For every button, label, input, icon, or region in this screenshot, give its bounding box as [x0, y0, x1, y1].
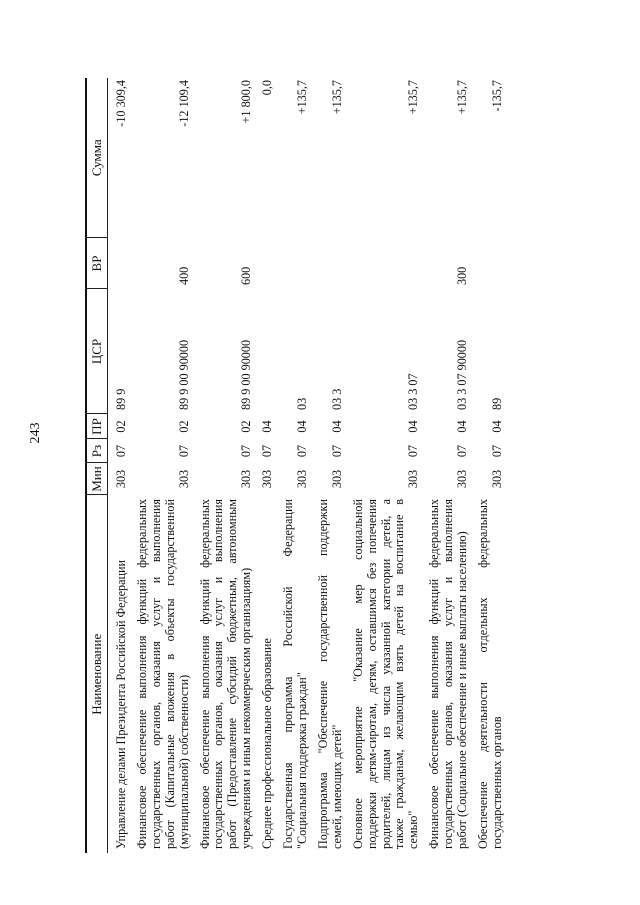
row-csr	[254, 289, 275, 414]
row-name	[345, 495, 422, 853]
row-sum: +1 800,0	[239, 80, 254, 124]
row-min: 303	[329, 469, 344, 489]
row-pr: 04	[489, 420, 504, 433]
row-name-line: работ (Предоставление субсидий бюджетным, автономным	[225, 499, 240, 849]
row-csr: 03	[294, 397, 309, 410]
row-name-line: семей, имеющих детей"	[329, 724, 344, 849]
row-name-line: семью"	[406, 810, 421, 849]
row-name-line: государственных органов, оказания услуг и выполнения	[441, 499, 456, 849]
row-vr: 400	[176, 266, 191, 285]
table-row	[421, 78, 470, 853]
row-rz: 07	[239, 444, 254, 458]
row-name	[275, 495, 310, 853]
budget-table	[85, 78, 505, 853]
row-name-line: Финансовое обеспечение выполнения функций федеральных	[197, 499, 212, 849]
row-name-line: Управление делами Президента Российской Федерации	[114, 559, 128, 849]
row-vr	[275, 238, 310, 289]
row-name-line: "Социальная поддержка граждан"	[294, 672, 309, 849]
row-min: 303	[260, 469, 275, 489]
row-vr	[470, 238, 505, 289]
row-vr	[345, 238, 422, 289]
table-row	[129, 78, 192, 853]
row-sum: -10 309,4	[114, 80, 128, 127]
row-vr: 300	[455, 266, 470, 285]
row-min: 303	[176, 469, 191, 489]
row-sum: +135,7	[329, 80, 344, 115]
row-name-line: учреждениям и иным некоммерческим организациям)	[239, 567, 254, 849]
row-pr: 02	[176, 420, 191, 433]
row-name-line: (муниципальной) собственности)	[176, 674, 191, 849]
row-vr: 600	[239, 266, 254, 285]
row-name	[192, 495, 255, 853]
row-csr: 89 9 00 90000	[239, 339, 254, 410]
row-vr	[108, 238, 129, 289]
row-vr	[254, 238, 275, 289]
row-name-line: также гражданам, желающим взять детей на воспитание в	[392, 499, 407, 849]
row-pr: 02	[239, 420, 254, 433]
row-name-line: Обеспечение деятельности отдельных федеральных	[475, 499, 490, 849]
row-name	[254, 495, 275, 853]
table-row	[345, 78, 422, 853]
header-sum: Сумма	[86, 78, 108, 238]
row-name-line: работ (Капитальные вложения в объекты государственной	[162, 499, 177, 849]
row-sum: +135,7	[455, 80, 470, 115]
table-row	[470, 78, 505, 853]
row-csr: 03 3 07 90000	[455, 339, 470, 410]
header-min: Мин	[86, 463, 108, 495]
table-row	[275, 78, 310, 853]
row-pr: 04	[329, 420, 344, 433]
row-vr	[310, 238, 345, 289]
header-name: Наименование	[86, 495, 108, 853]
row-pr: 04	[260, 420, 275, 433]
row-rz: 07	[455, 444, 470, 458]
header-csr: ЦСР	[86, 289, 108, 414]
row-name-line: государственных органов, оказания услуг и выполнения	[148, 499, 163, 849]
row-csr: 89 9	[114, 388, 128, 410]
row-pr: 02	[114, 420, 128, 433]
row-name	[421, 495, 470, 853]
row-min: 303	[489, 469, 504, 489]
row-rz: 07	[114, 444, 128, 458]
header-rz: Рз	[86, 439, 108, 463]
table-row	[108, 78, 129, 853]
row-name-line: родителей, лицам из числа указанной категории детей, а	[378, 499, 393, 849]
row-name	[310, 495, 345, 853]
page-number: 243	[28, 422, 43, 444]
table-row	[254, 78, 275, 853]
row-name-line: Подпрограмма "Обеспечение государственной поддержки	[315, 499, 330, 849]
row-name-line: поддержки детям-сиротам, детям, оставшимся без попечения	[364, 499, 379, 849]
row-sum: 0,0	[260, 80, 275, 96]
row-min: 303	[114, 469, 128, 489]
row-sum: +135,7	[406, 80, 421, 115]
table-row	[192, 78, 255, 853]
row-csr: 89 9 00 90000	[176, 339, 191, 410]
row-min: 303	[294, 469, 309, 489]
row-rz: 07	[489, 444, 504, 458]
row-name-line: Финансовое обеспечение выполнения функций федеральных	[427, 499, 442, 849]
row-sum: -135,7	[489, 80, 504, 112]
rotated-page	[85, 78, 620, 853]
row-min: 303	[239, 469, 254, 489]
row-name-line: государственных органов	[489, 716, 504, 849]
row-csr: 89	[489, 397, 504, 410]
row-rz: 07	[260, 444, 275, 458]
row-min: 303	[406, 469, 421, 489]
table-row	[310, 78, 345, 853]
row-name	[129, 495, 192, 853]
row-min: 303	[455, 469, 470, 489]
row-pr: 04	[294, 420, 309, 433]
row-pr: 04	[455, 420, 470, 433]
row-name	[108, 495, 129, 853]
row-sum: -12 109,4	[176, 80, 191, 127]
row-rz: 07	[329, 444, 344, 458]
row-name-line: государственных органов, оказания услуг и выполнения	[211, 499, 226, 849]
header-vr: ВР	[86, 238, 108, 289]
row-sum: +135,7	[294, 80, 309, 115]
row-name	[470, 495, 505, 853]
row-name-line: Основное мероприятие "Оказание мер социальной	[350, 499, 365, 849]
row-name-line: Среднее профессиональное образование	[260, 638, 275, 849]
header-pr: ПР	[86, 414, 108, 439]
row-name-line: работ (Социальное обеспечение и иные выплаты населению)	[455, 531, 470, 849]
table-body	[108, 78, 505, 853]
row-name-line: Государственная программа Российской Федерации	[281, 499, 296, 849]
table-header	[86, 78, 108, 853]
row-rz: 07	[176, 444, 191, 458]
row-csr: 03 3	[329, 388, 344, 410]
row-pr: 04	[406, 420, 421, 433]
row-rz: 07	[406, 444, 421, 458]
row-csr: 03 3 07	[406, 373, 421, 410]
row-rz: 07	[294, 444, 309, 458]
row-name-line: Финансовое обеспечение выполнения функций федеральных	[134, 499, 149, 849]
